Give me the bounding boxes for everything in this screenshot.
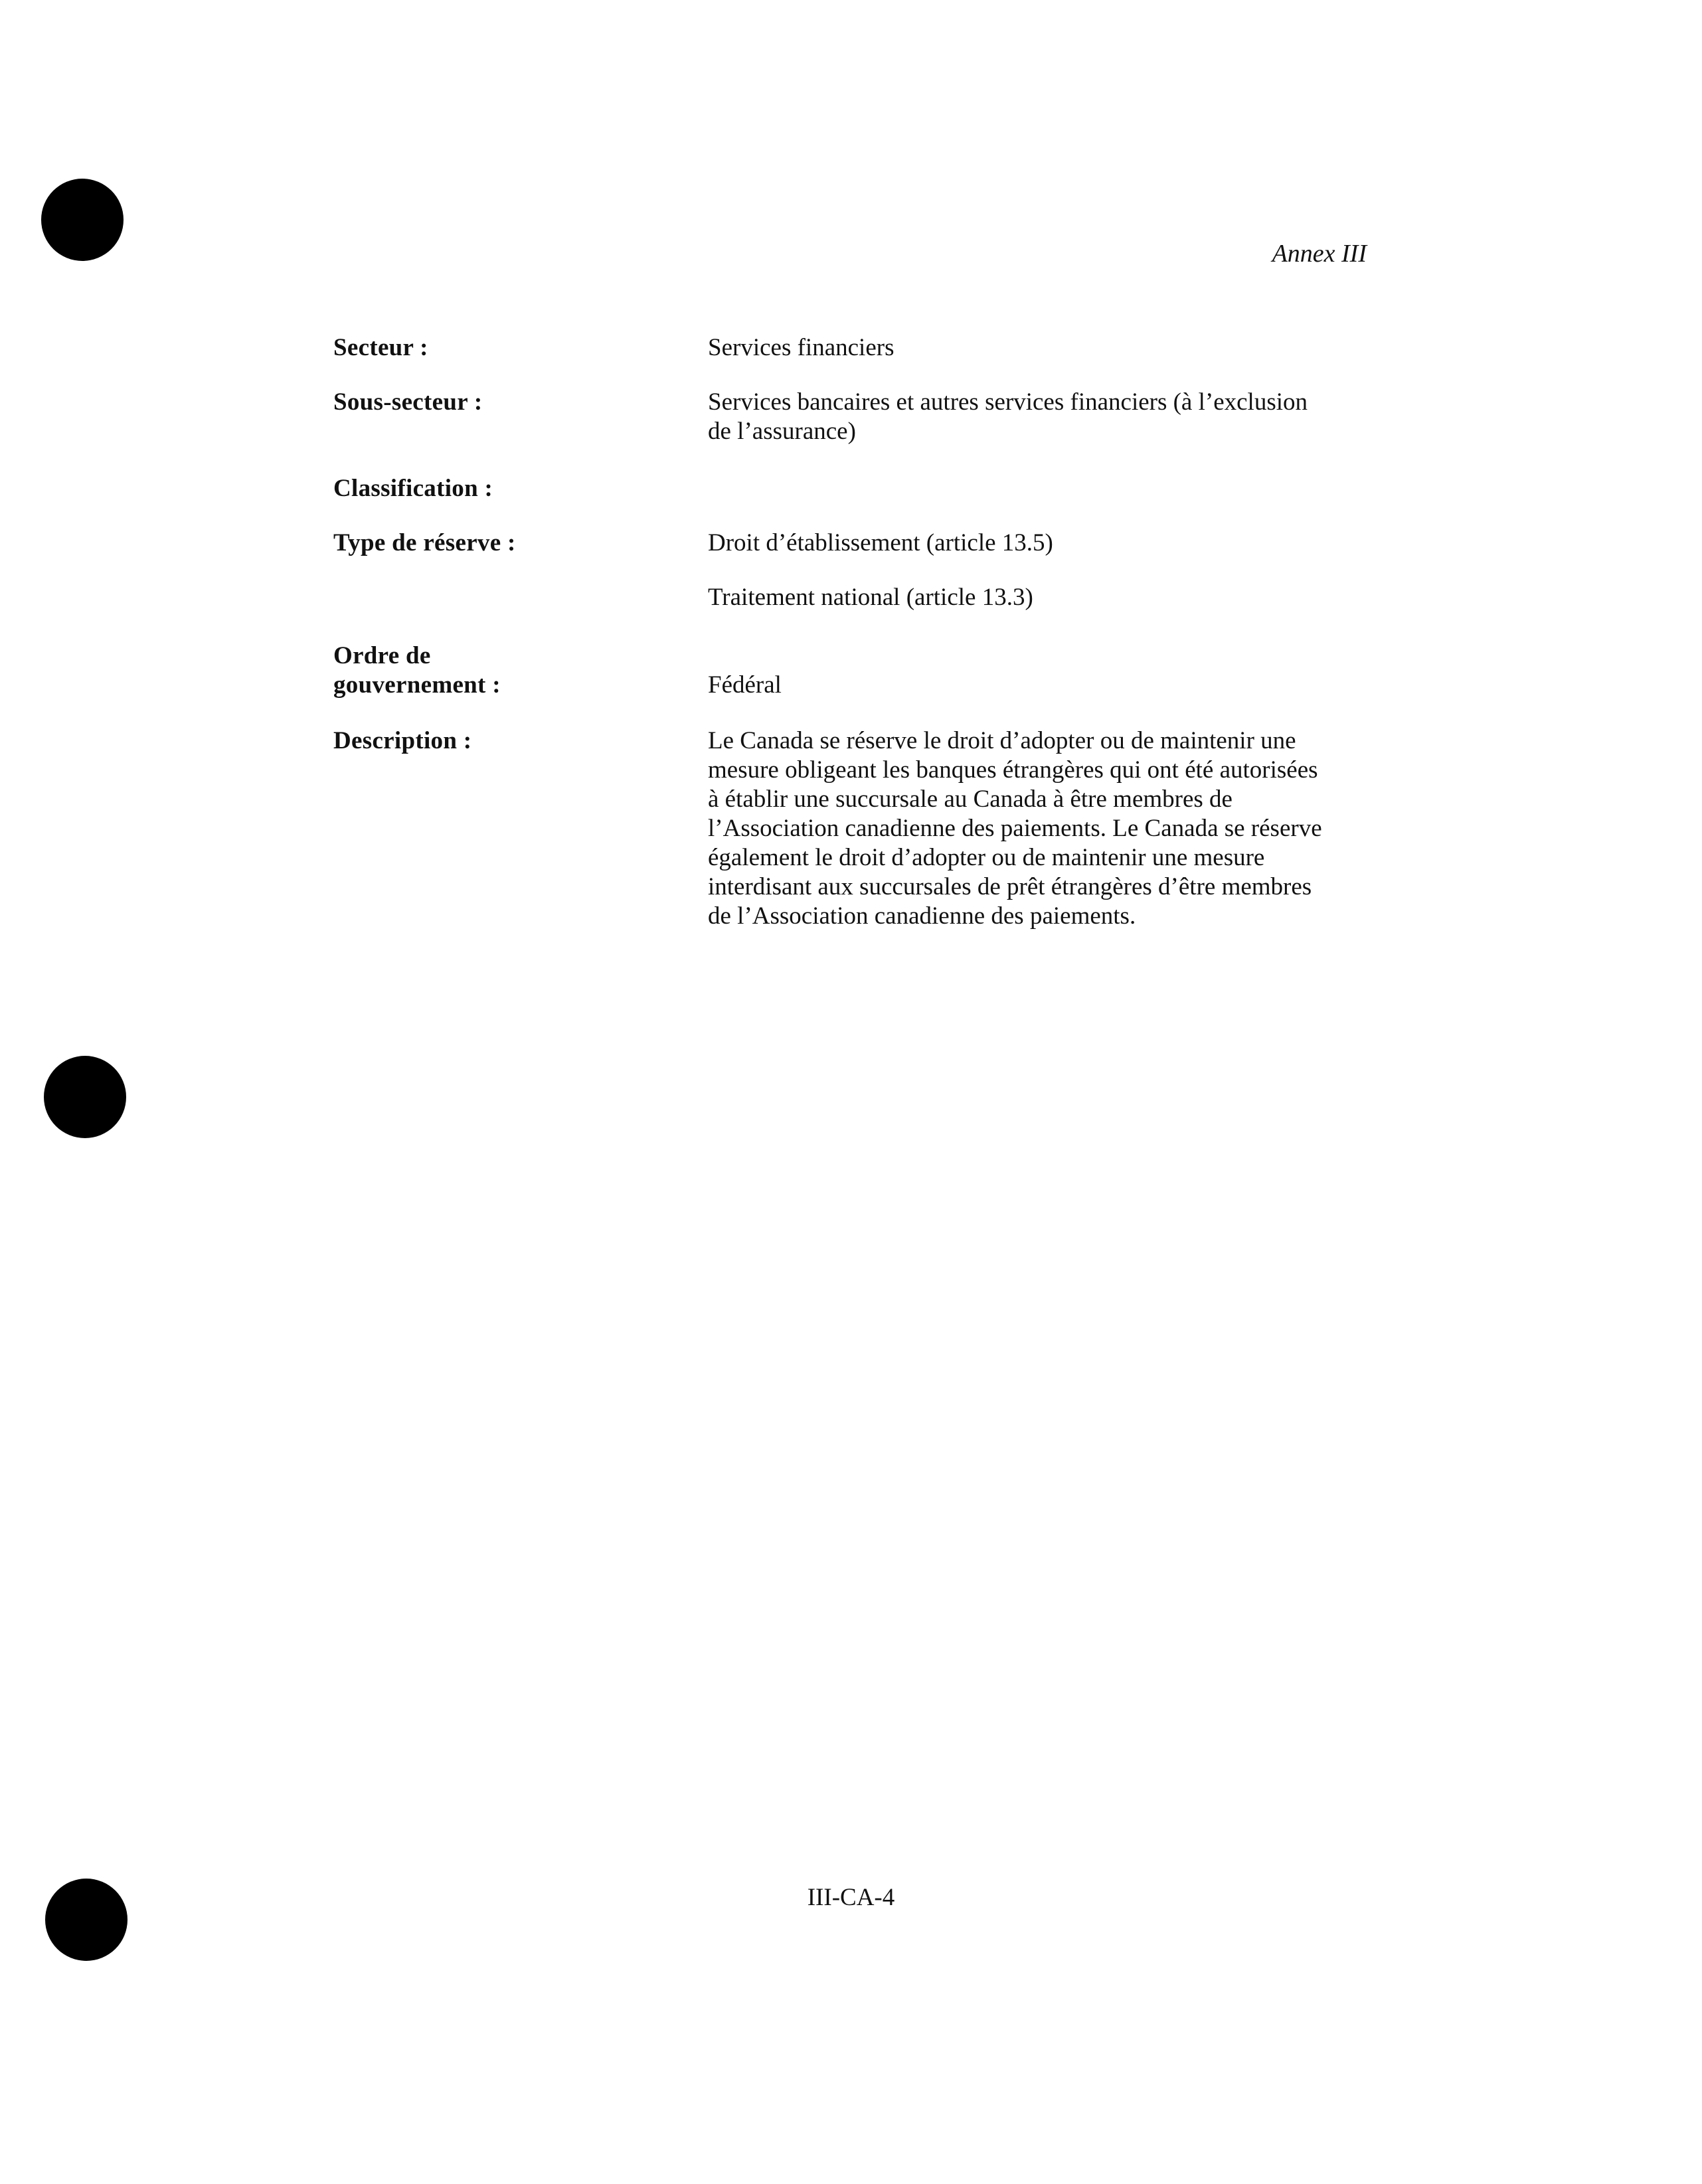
field-label-secteur: Secteur : — [333, 334, 428, 361]
punch-hole-middle — [44, 1056, 126, 1138]
field-value-type-de-reserve-1: Droit d’établissement (article 13.5) — [708, 529, 1053, 556]
field-value-sous-secteur-line-1: Services bancaires et autres services financiers (à l’exclusion — [708, 388, 1308, 416]
description-line: mesure obligeant les banques étrangères qui ont été autorisées — [708, 756, 1318, 784]
description-line: l’Association canadienne des paiements. Le Canada se réserve — [708, 815, 1322, 842]
field-value-sous-secteur — [708, 388, 1379, 446]
field-label-ordre-de-gouvernement — [333, 641, 652, 700]
description-line: interdisant aux succursales de prêt étrangères d’être membres — [708, 873, 1312, 900]
field-label-classification: Classification : — [333, 475, 493, 502]
description-line: également le droit d’adopter ou de maintenir une mesure — [708, 844, 1265, 871]
field-label-ordre-line-2: gouvernement : — [333, 671, 501, 699]
field-label-description: Description : — [333, 727, 472, 754]
description-line: à établir une succursale au Canada à être membres de — [708, 786, 1233, 813]
field-value-secteur: Services financiers — [708, 334, 894, 361]
page-number: III-CA-4 — [807, 1884, 895, 1911]
field-label-ordre-line-1: Ordre de — [333, 642, 431, 669]
field-label-type-de-reserve: Type de réserve : — [333, 529, 516, 556]
description-line: Le Canada se réserve le droit d’adopter ou de maintenir une — [708, 727, 1296, 754]
field-label-sous-secteur: Sous-secteur : — [333, 388, 483, 416]
annex-header: Annex III — [1272, 240, 1367, 268]
field-value-sous-secteur-line-2: de l’assurance) — [708, 418, 856, 445]
field-value-ordre-de-gouvernement: Fédéral — [708, 671, 782, 699]
description-line: de l’Association canadienne des paiements. — [708, 902, 1136, 930]
field-value-type-de-reserve-2: Traitement national (article 13.3) — [708, 584, 1033, 611]
punch-hole-top — [41, 179, 124, 261]
field-value-description — [708, 726, 1379, 931]
